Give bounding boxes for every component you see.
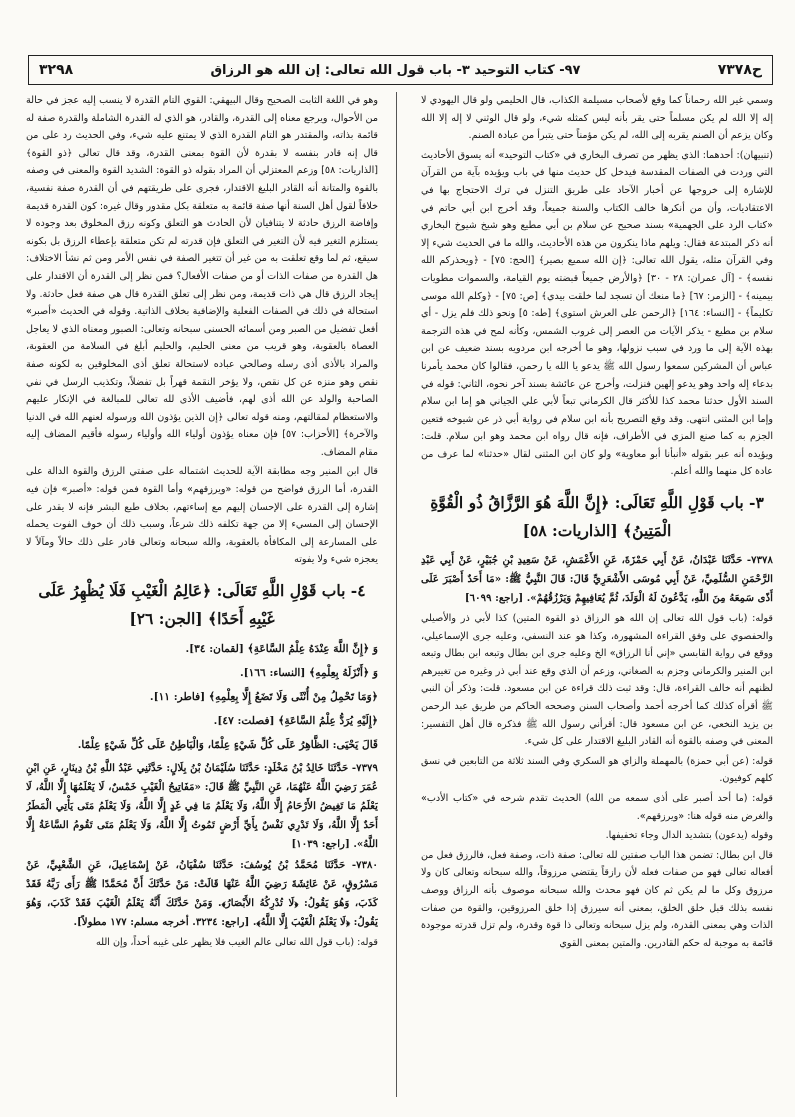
page-header bbox=[28, 55, 773, 85]
verse-line: وَ ﴿أَنْزَلَهُ بِعِلْمِهِ﴾ [النساء: ١٦٦]. bbox=[239, 667, 378, 680]
verse-line: وَ ﴿إِنَّ اللَّهَ عِنْدَهُ عِلْمُ السَّاعَةِ﴾ [لقمان: ٣٤]. bbox=[185, 643, 378, 656]
commentary: قوله: (باب قول الله تعالى عالم الغيب فلا يظهر على غيبه أحداً، وإن الله bbox=[96, 937, 378, 949]
verse-line: ﴿وَمَا تَحْمِلُ مِنْ أُنْثَى وَلَا تَضَعُ إِلَّا بِعِلْمِهِ﴾ [فاطر: ١١]. bbox=[149, 691, 378, 704]
commentary: وقوله (يدعون) بتشديد الدال وجاء تخفيفها. bbox=[605, 830, 773, 842]
paragraph: (تنبيهان): أحدهما: الذي يظهر من تصرف البخاري في «كتاب التوحيد» أنه يسوق الأحاديث التي وردت في الصفات المقدسة فيدخل كل حديث منها في باب ويؤيده بآية من القرآن للإشارة إلى خروجها عن أخبار الآحاد على طريق التنزل في ترك الاحتجاج بها في الاعتقاديات، وأن من أنكرها خالف الكتاب والسنة جميعاً، وقد أخرج ابن أبي حاتم في «كتاب الرد على الجهمية» بسند صحيح عن سلام بن أبي مطيع وهو شيخ شيوخ البخاري أنه ذكر المبتدعة فقال: ويلهم ماذا ينكرون من هذه الأحاديث، والله ما في الحديث شيء إلا وفي القرآن مثله، يقول الله تعالى: ﴿إن الله سميع بصير﴾ [الحج: ٧٥] - ﴿ويحذركم الله نفسه﴾ - [آل عمران: ٢٨ - ٣٠] ﴿والأرض جميعاً قبضته يوم القيامة، والسموات مطويات بيمينه﴾ - [الزمر: ٦٧] ﴿ما منعك أن تسجد لما خلقت بيدي﴾ [ص: ٧٥] - ﴿وكلم الله موسى تكليماً﴾ - [النساء: ١٦٤] ﴿الرحمن على العرش استوى﴾ [طه: ٥] ونحو ذلك فلم يزل - أي سلام بن مطيع - يذكر الآيات من العصر إلى غروب الشمس، وكأنه لمح في هذه الترجمة بهذه الآية إلى ما ورد في سبب نزولها، وهو ما أخرجه ابن مردويه بسند ضعيف عن ابن عباس أن المشركين سمعوا رسول الله ﷺ يدعو يا الله يا رحمن، فقالوا كان محمد يأمرنا بدعاء إله واحد وهو يدعو إلهين فنزلت، وأخرج عن عائشة بسند آخر نحوه، الثاني: قوله في السند الأول حدثنا محمد كذا للأكثر قال الكرماني تبعاً لأبي علي الجياني هو إما ابن سلام وإما ابن المثنى انتهى. وقد وقع التصريح بأنه ابن سلام في رواية أبي ذر عن شيوخه فتعين الجزم به كما صنع المزي في الأطراف، فإنه قال رواه ابن محمد وهو ابن سلام. قلت: ويؤيده أنه عبر بقوله «أنبأنا أبو معاوية» ولو كان ابن المثنى لقال «حدثنا» لما عرف من عادة كل منهما والله أعلم. bbox=[421, 149, 773, 478]
chapter-heading: ٣- باب قَوْلِ اللَّهِ تَعَالَى: ﴿إِنَّ اللَّهَ هُوَ الرَّزَّاقُ ذُو الْقُوَّةِ الْمَتِينُ﴾ [الذاريات: ٥٨] bbox=[430, 493, 764, 541]
commentary: قوله: (باب قول الله تعالى إن الله هو الرزاق ذو القوة المتين) كذا لأبي ذر والأصيلي والحفصوي على وفق القراءة المشهورة، وكذا هو عند النسفي، وعليه جرى الإسماعيلي، ووقع في رواية القابسي «إني أنا الرزاق» الخ وعليه جرى ابن بطال وتبعه ابن بطال وتبعه ابن المنير والكرماني وجزم به الصغاني، وزعم أن الذي وقع عند أبي ذر وغيره من تغييرهم لظنهم أنه خالف القراءة، قال: وقد ثبت ذلك قراءة عن ابن مسعود. قلت: وذكر أن النبي ﷺ أقرأه كذلك كما أخرجه أحمد وأصحاب السنن وصححه الحاكم من طريق عبد الرحمن بن يزيد النخعي، عن ابن مسعود قال: أقرأني رسول الله ﷺ فذكره قال أهل التفسير: المعنى في وصفه بالقوة أنه القادر البليغ الاقتدار على كل شيء. bbox=[421, 613, 773, 748]
page-number-right: ح٧٣٧٨ bbox=[717, 62, 762, 78]
right-column bbox=[421, 92, 773, 1102]
verse-line: ﴿إِلَيْهِ يُرَدُّ عِلْمُ السَّاعَةِ﴾ [فصلت: ٤٧]. bbox=[213, 715, 378, 728]
left-column bbox=[26, 92, 378, 1102]
chapter-heading: ٤- باب قَوْلِ اللَّهِ تَعَالَى: ﴿عَالِمُ الْغَيْبِ فَلَا يُظْهِرُ عَلَى غَيْبِهِ أَحَدًا﴾ [الجن: ٢٦] bbox=[38, 581, 366, 629]
commentary: قال ابن المنير وجه مطابقة الآية للحديث اشتماله على صفتي الرزق والقوة الدالة على القدرة، أما الرزق فواضح من قوله: «ويرزقهم» وأما القوة فمن قوله: «أصبر» فإن فيه إشارة إلى القدرة على الإحسان إليهم مع إساءتهم، بخلاف طبع البشر فإنه لا يقدر على الإحسان إلى المسيء إلا من جهة تكلفه ذلك شرعاً، وسبب ذلك أن خوف الفوت يحمله على المسارعة إلى المكافأة بالعقوبة، والله سبحانه وتعالى قادر على ذلك حالاً ومآلاً لا يعجزه شيء ولا يفوته bbox=[26, 466, 378, 566]
hadith-text: ٧٣٧٩- حَدَّثَنَا خَالِدُ بْنُ مَخْلَدٍ: حَدَّثَنَا سُلَيْمَانُ بْنُ بِلَالٍ: حَدَّثَنِي عَبْدُ اللَّهِ بْنُ دِينَارٍ، عَنِ ابْنِ عُمَرَ رَضِيَ اللَّهُ عَنْهُمَا، عَنِ النَّبِيِّ ﷺ قَالَ: «مَفَاتِيحُ الْغَيْبِ خَمْسٌ، لَا يَعْلَمُهَا إِلَّا اللَّهُ، لَا يَعْلَمُ مَا تَغِيضُ الأَرْحَامُ إِلَّا اللَّهُ، وَلَا يَعْلَمُ مَا فِي غَدٍ إِلَّا اللَّهُ، وَلَا يَعْلَمُ مَتَى يَأْتِي الْمَطَرُ أَحَدٌ إِلَّا اللَّهُ، وَلَا تَدْرِي نَفْسٌ بِأَيِّ أَرْضٍ تَمُوتُ إِلَّا اللَّهُ، وَلَا يَعْلَمُ مَتَى تَقُومُ السَّاعَةُ إِلَّا اللَّهُ». [راجع: ١٠٣٩] bbox=[26, 762, 378, 851]
column-divider bbox=[396, 92, 397, 1097]
paragraph: وسمي غير الله رحماناً كما وقع لأصحاب مسيلمة الكذاب، قال الحليمي ولو قال اليهودي لا إله إلا الله لم يكن مسلماً حتى يقر بأنه ليس كمثله شيء، ولو قال الوثني لا إله إلا الله وكان يزعم أن الصنم يقربه إلى الله، لم يكن مؤمناً حتى يتبرأ من عبادة الصنم. bbox=[421, 95, 773, 142]
running-title: ٩٧- كتاب التوحيد ٣- باب قول الله تعالى: إن الله هو الرزاق bbox=[210, 62, 581, 78]
page-number-left: ٣٢٩٨ bbox=[39, 62, 74, 78]
hadith-text: ٧٣٧٨- حَدَّثَنَا عَبْدَانُ، عَنْ أَبِي حَمْزَةَ، عَنِ الأَعْمَشِ، عَنْ سَعِيدِ بْنِ جُبَيْرٍ، عَنْ أَبِي عَبْدِ الرَّحْمَنِ السُّلَمِيِّ، عَنْ أَبِي مُوسَى الأَشْعَرِيِّ قَالَ: قَالَ النَّبِيُّ ﷺ: «مَا أَحَدٌ أَصْبَرَ عَلَى أَذًى سَمِعَهُ مِنَ اللَّهِ، يَدَّعُونَ لَهُ الْوَلَدَ، ثُمَّ يُعَافِيهِمْ وَيَرْزُقُهُمْ». [راجع: ٦٠٩٩] bbox=[421, 554, 773, 605]
commentary: قوله: (عن أبي حمزة) بالمهملة والزاي هو السكري وفي السند ثلاثة من التابعين في نسق كلهم كوفيون. bbox=[421, 755, 773, 785]
verse-line: قَالَ يَحْيَى: الظَّاهِرُ عَلَى كُلِّ شَيْءٍ عِلْمًا، وَالْبَاطِنُ عَلَى كُلِّ شَيْءٍ عِلْمًا. bbox=[77, 739, 378, 752]
commentary: وهو في اللغة الثابت الصحيح وقال البيهقي: القوي التام القدرة لا ينسب إليه عجز في حالة من الأحوال، ويرجع معناه إلى القدرة، والقادر، هو الذي له القدرة الشاملة والقدرة صفة له قائمة بذاته، والمقتدر هو التام القدرة الذي لا يمتنع عليه شيء، وفي الحديث رد على من قال إنه قادر بنفسه لا بقدرة لأن القوة بمعنى القدرة، وقد قال تعالى ﴿ذو القوة﴾ [الذاريات: ٥٨] وزعم المعتزلي أن المراد بقوله ذو القوة: الشديد القوة والمعنى في وصفه بالقوة والمتانة أنه القادر البليغ الاقتدار، فجرى على طريقتهم في أن القدرة صفة نفسية، خلافاً لقول أهل السنة أنها صفة قائمة به متعلقة بكل مقدور وقال غيره: كون القدرة قديمة وإفاضة الرزق حادثة لا يتنافيان لأن الحادث هو التعلق وكونه رزق المخلوق بعد وجوده لا يستلزم التغير فيه لأن التغير في التعلق فإن قدرته لم تكن متعلقة بإعطاء الرزق بل بكونه سيقع، ثم لما وقع تعلقت به من غير أن تتغير الصفة في نفس الأمر ومن ثم نشأ الاختلاف: هل القدرة من صفات الذات أو من صفات الأفعال؟ فمن نظر إلى القدرة أن الاقتدار على إيجاد الرزق قال هي ذات قديمة، ومن نظر إلى تعلق القدرة قال هي صفة فعل حادثة. ولا استحالة في ذلك في الصفات الفعلية والإضافية بخلاف الذاتية. وقوله في الحديث «أصبر» أفعل تفضيل من الصبر ومن أسمائه الحسنى سبحانه وتعالى: الصبور ومعناه الذي لا يعاجل العصاة بالعقوبة، وهو قريب من معنى الحليم، والحليم أبلغ في السلامة من العقوبة، والمراد بالأذى أذى رسله وصالحي عباده لاستحالة تعلق أذى المخلوقين به لكونه صفة نقص وهو منزه عن كل نقص، ولا يؤخر النقمة قهراً بل تفضلاً، وتكذيب الرسل في نفي الصاحبة والولد عن الله أذى لهم، فأضيف الأذى لله تعالى للمبالغة في الإنكار عليهم والاستعظام لمقالتهم، ومنه قوله تعالى ﴿إن الذين يؤذون الله ورسوله لعنهم الله في الدنيا والآخرة﴾ [الأحزاب: ٥٧] فإن معناه يؤذون أولياء الله وأولياء رسوله فأقيم المضاف إليه مقام المضاف. bbox=[26, 95, 378, 458]
commentary: قال ابن بطال: تضمن هذا الباب صفتين لله تعالى: صفة ذات، وصفة فعل، فالرزق فعل من أفعاله تعالى فهو من صفات فعله لأن رازقاً يقتضي مرزوقاً، والله سبحانه وتعالى كان ولا مرزوق وكل ما لم يكن ثم كان فهو محدث والله سبحانه موصوف بأنه الرزاق ووصف نفسه بذلك قبل خلق الخلق، بمعنى أنه سيرزق إذا خلق المرزوقين، والقوة من صفات الذات وهي بمعنى القدرة، ولم يزل سبحانه وتعالى ذا قوة وقدرة، ولم تزل قدرته موجودة قائمة به موجبة له حكم القادرين. والمتين بمعنى القوي bbox=[421, 849, 773, 949]
commentary: قوله: (ما أحد أصبر على أذى سمعه من الله) الحديث تقدم شرحه في «كتاب الأدب» والغرض منه قوله هنا: «ويرزقهم». bbox=[421, 793, 773, 822]
hadith-text: ٧٣٨٠- حَدَّثَنَا مُحَمَّدُ بْنُ يُوسُفَ: حَدَّثَنَا سُفْيَانُ، عَنْ إِسْمَاعِيلَ، عَنِ الشَّعْبِيِّ، عَنْ مَسْرُوقٍ، عَنْ عَائِشَةَ رَضِيَ اللَّهُ عَنْهَا قَالَتْ: مَنْ حَدَّثَكَ أَنَّ مُحَمَّدًا ﷺ رَأَى رَبَّهُ فَقَدْ كَذَبَ، وَهُوَ يَقُولُ: ﴿لَا تُدْرِكُهُ الأَبْصَارُ﴾. وَمَنْ حَدَّثَكَ أَنَّهُ يَعْلَمُ الْغَيْبَ فَقَدْ كَذَبَ، وَهُوَ يَقُولُ: ﴿لَا يَعْلَمُ الْغَيْبَ إِلَّا اللَّهُ﴾. [راجع: ٣٢٣٤. أخرجه مسلم: ١٧٧ مطولاً]. bbox=[26, 859, 378, 929]
